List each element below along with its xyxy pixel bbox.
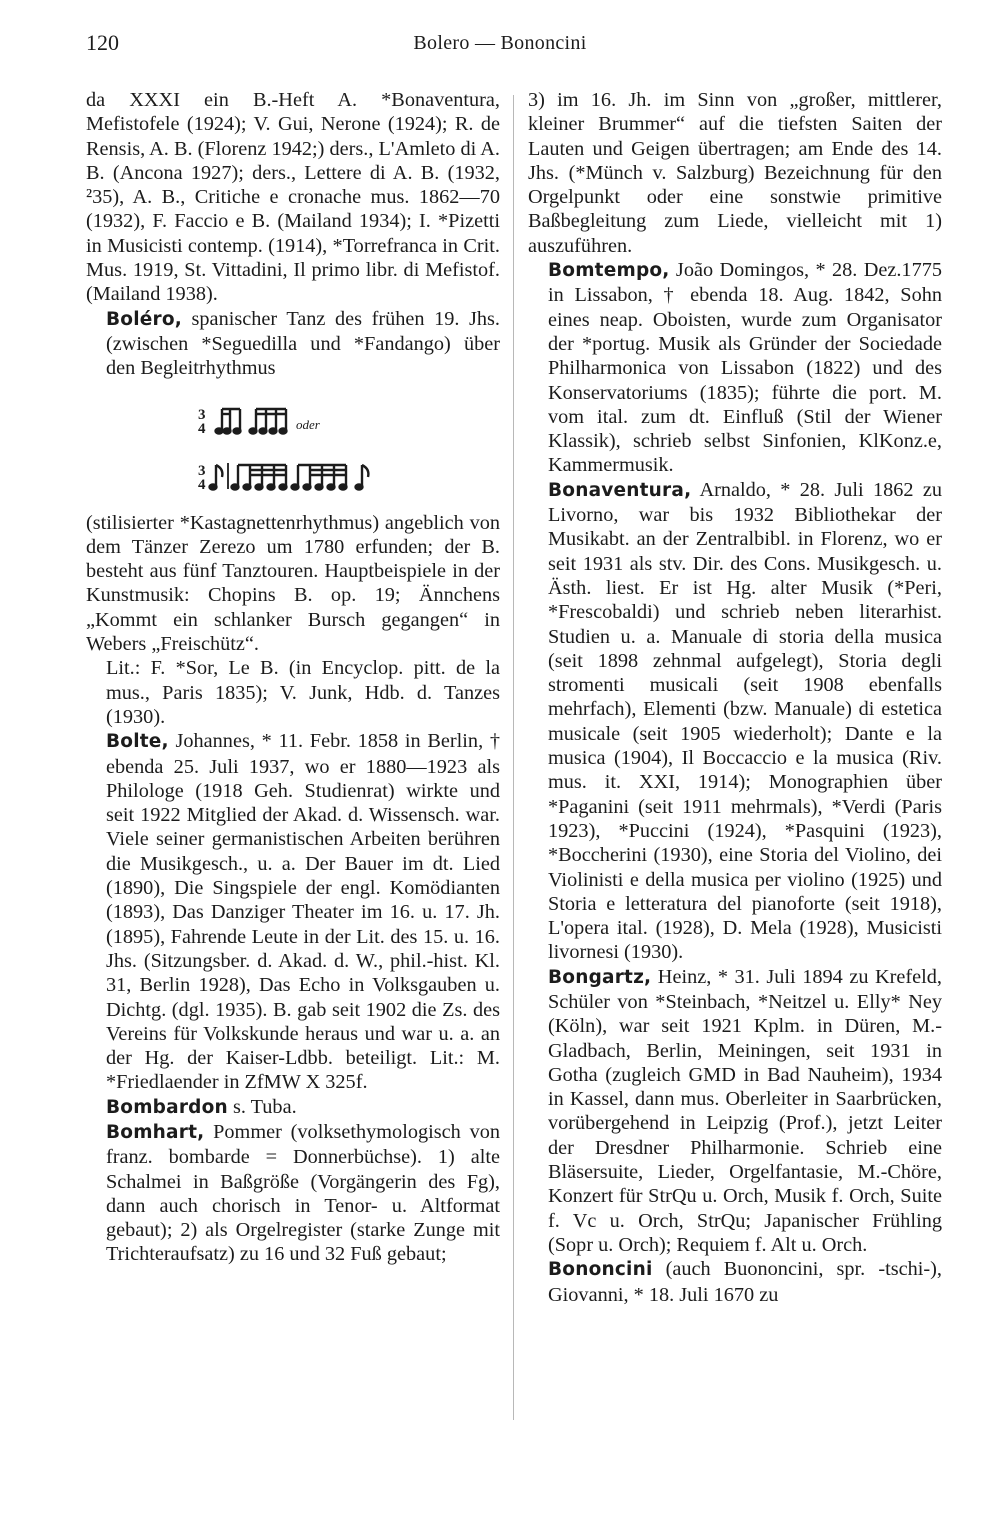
bolero-rhythm-notation: [86, 385, 500, 507]
running-head: [0, 30, 1000, 62]
entry-bomhart: [86, 1120, 500, 1267]
time-signature-numerator: 3: [198, 406, 206, 423]
entry-bolero-literature: Lit.: F. *Sor, Le B. (in Encyclop. pitt. de la mus., Paris 1835); V. Junk, Hdb. d. Tanzes (1930).: [106, 657, 500, 728]
entry-bolte: [86, 729, 500, 1094]
headword-bonaventura: Bonaventura,: [548, 479, 692, 501]
left-column: [86, 88, 500, 1267]
entry-bononcini-text: (auch Buononcini, spr. -tschi-), Giovanni, * 18. Juli 1670 zu: [548, 1258, 942, 1306]
entry-bolero-description: (stilisierter *Kastagnettenrhythmus) angeblich von dem Tänzer Zerezo um 1780 erfunden; der B. besteht aus fünf Tanztouren. Hauptbeispiele in der Kunstmusik: Chopins B. op. 19; Ännchens „Kommt ein schlanker Bursch gegangen“ in Webers „Freischütz“.: [86, 511, 500, 656]
headword-bongartz: Bongartz,: [548, 966, 652, 988]
headword-bomtempo: Bomtempo,: [548, 260, 670, 282]
continued-entry-text-right: 3) im 16. Jh. im Sinn von „großer, mittlerer, kleiner Brummer“ auf die tiefsten Saiten der Lauten und Geigen übertragen; am Ende des 14. Jhs. (*Münch v. Salzburg) Bezeichnung für den Orgelpunkt oder eine sonstwie primitive Baßbegleitung zum Liede, vielleicht mit 1) auszuführen.: [528, 89, 942, 257]
rhythm-figure-1: [216, 409, 241, 434]
entry-bomtempo: [528, 258, 942, 478]
time-signature-numerator-2: 3: [198, 462, 206, 479]
rhythm-notation-figure: [196, 385, 436, 503]
headword-bolero: Boléro,: [106, 308, 182, 330]
entry-bomtempo-text: João Domingos, * 28. Dez.1775 in Lissabon, † ebenda 18. Aug. 1842, Sohn eines neap. Oboisten, wurde zum Organisator der *portug. Musik als Gründer der Sociedade Philharmonica von Lissabon (1822) und des Konservatoriums (1835); führte die port. M. vom ital. zum dt. Einfluß (Stil der Wiener Klassik), schrieb selbst Sinfonien, KlKonz.e, Kammermusik.: [548, 259, 942, 477]
notation-or-label: oder: [296, 416, 320, 432]
entry-bonaventura: [528, 478, 942, 965]
entry-bononcini: [528, 1257, 942, 1307]
time-signature-denominator: 4: [198, 420, 206, 437]
time-signature-denominator-2: 4: [198, 476, 206, 493]
entry-bonaventura-text: Arnaldo, * 28. Juli 1862 zu Livorno, war bis 1932 Bibliothekar der Musikabt. an der Zentralbibl. in Florenz, wo er seit 1931 als stv. Dir. des Cons. Musikgesch. u. Ästh. liest. Er ist Hg. alter Musik (*Peri, *Frescobaldi) und schrieb neben literarhist. Studien u. a. Manuale di storia della musica (seit 1898 zehnmal aufgelegt), Storia degli stromenti musicali (seit 1908 ebenfalls mehrfach), Elementi (bzw. Manuale) di estetica musicale (seit 1905 wiederholt); Dante e la musica (1904), Il Boccaccio e la musica (Riv. mus. it. XXI, 1914); Monographien über *Paganini (seit 1911 mehrmals), *Verdi (Paris 1923), *Puccini (1924), *Pasquini (1923), *Boccherini (1930), eine Storia del Violino, dei Violinisti e della musica per violino (1925) und Storia e letteratura del pianoforte (seit 1918), L'opera ital. (1928), D. Mela (1928), Musicisti livornesi (1930).: [548, 478, 942, 964]
entry-bomhart-text: Pommer (volksethymologisch von franz. bombarde = Donnerbüchse). 1) alte Schalmei in Baßgröße (Vorgängerin des Fg), dann auch chorisch in Tenor- u. Altformat gebaut); 2) als Orgelregister (starke Zunge mit Trichteraufsatz) zu 16 und 32 Fuß gebaut;: [106, 1120, 500, 1266]
page-number: 120: [86, 30, 119, 55]
column-divider: [513, 95, 514, 1420]
running-title: Bolero — Bononcini: [413, 32, 587, 54]
entry-bongartz-text: Heinz, * 31. Juli 1894 zu Krefeld, Schüler von *Steinbach, *Neitzel u. Elly* Ney (Köln), war seit 1921 Kplm. in Düren, M.-Gladbach, Berlin, Meiningen, seit 1931 in Gotha (zugleich GMD in Bad Nauheim), 1934 in Kassel, dann mus. Oberleiter in Saarbrücken, vorübergehend in Leipzig (Prof.), jetzt Leiter der Dresdner Philharmonie. Schrieb eine Bläsersuite, Lieder, Orgelfantasie, M.-Chöre, Konzert für StrQu u. Orch, Musik f. Orch, Suite f. Vc u. Orch, StrQu; Japanischer Frühling (Sopr u. Orch); Requiem f. Alt u. Orch.: [548, 965, 942, 1256]
continued-entry-text: da XXXI ein B.-Heft A. *Bonaventura, Mefistofele (1924); V. Gui, Nerone (1924); R. de Rensis, A. B. (Florenz 1942;) ders., L'Amleto di A. B. (Ancona 1927); ders., Lettere di A. B. (1932, ²35), A. B., Critiche e cronache mus. 1862—70 (1932), F. Faccio e B. (Mailand 1934); I. *Pizetti in Musicisti contemp. (1914), *Torrefranca in Crit. Mus. 1919, St. Vittadini, Il primo libr. di Mefistof. (Mailand 1938).: [86, 89, 500, 306]
right-column: [528, 88, 942, 1307]
entry-bombardon: [86, 1095, 500, 1120]
entry-bolero-text: spanischer Tanz des frühen 19. Jhs. (zwischen *Seguedilla und *Fandango) über den Begleitrhythmus: [106, 307, 500, 380]
entry-bolte-text: Johannes, * 11. Febr. 1858 in Berlin, † ebenda 25. Juli 1937, wo er 1880—1923 als Philologe (1918 Geh. Studienrat) wirkte und seit 1922 Mitglied der Akad. d. Wissensch. war. Viele seiner germanistischen Arbeiten berühren die Musikgesch., u. a. Der Bauer im dt. Lied (1890), Die Singspiele der engl. Komödianten (1893), Das Danziger Theater im 16. u. 17. Jh. (1895), Fahrende Leute in der Lit. des 15. u. 16. Jhs. (Sitzungsber. d. Akad. d. W., phil.-hist. Kl. 31, Berlin 1928), Das Echo in Volksgauben u. Dichtg. (dgl. 1935). B. gab seit 1902 die Zs. des Vereins für Volkskunde heraus und war u. a. an der Hg. der Kaiser-Ldbb. beteiligt. Lit.: M. *Friedlaender in ZfMW X 325f.: [106, 730, 500, 1094]
entry-bolero: [86, 307, 500, 381]
rhythm-figure-3: [210, 463, 369, 490]
headword-bomhart: Bomhart,: [106, 1121, 205, 1143]
entry-bongartz: [528, 965, 942, 1258]
headword-bolte: Bolte,: [106, 731, 169, 753]
headword-bononcini: Bononcini: [548, 1259, 653, 1281]
rhythm-figure-2: [250, 409, 287, 434]
headword-bombardon: Bombardon: [106, 1096, 228, 1118]
entry-bombardon-text: s. Tuba.: [227, 1095, 297, 1118]
